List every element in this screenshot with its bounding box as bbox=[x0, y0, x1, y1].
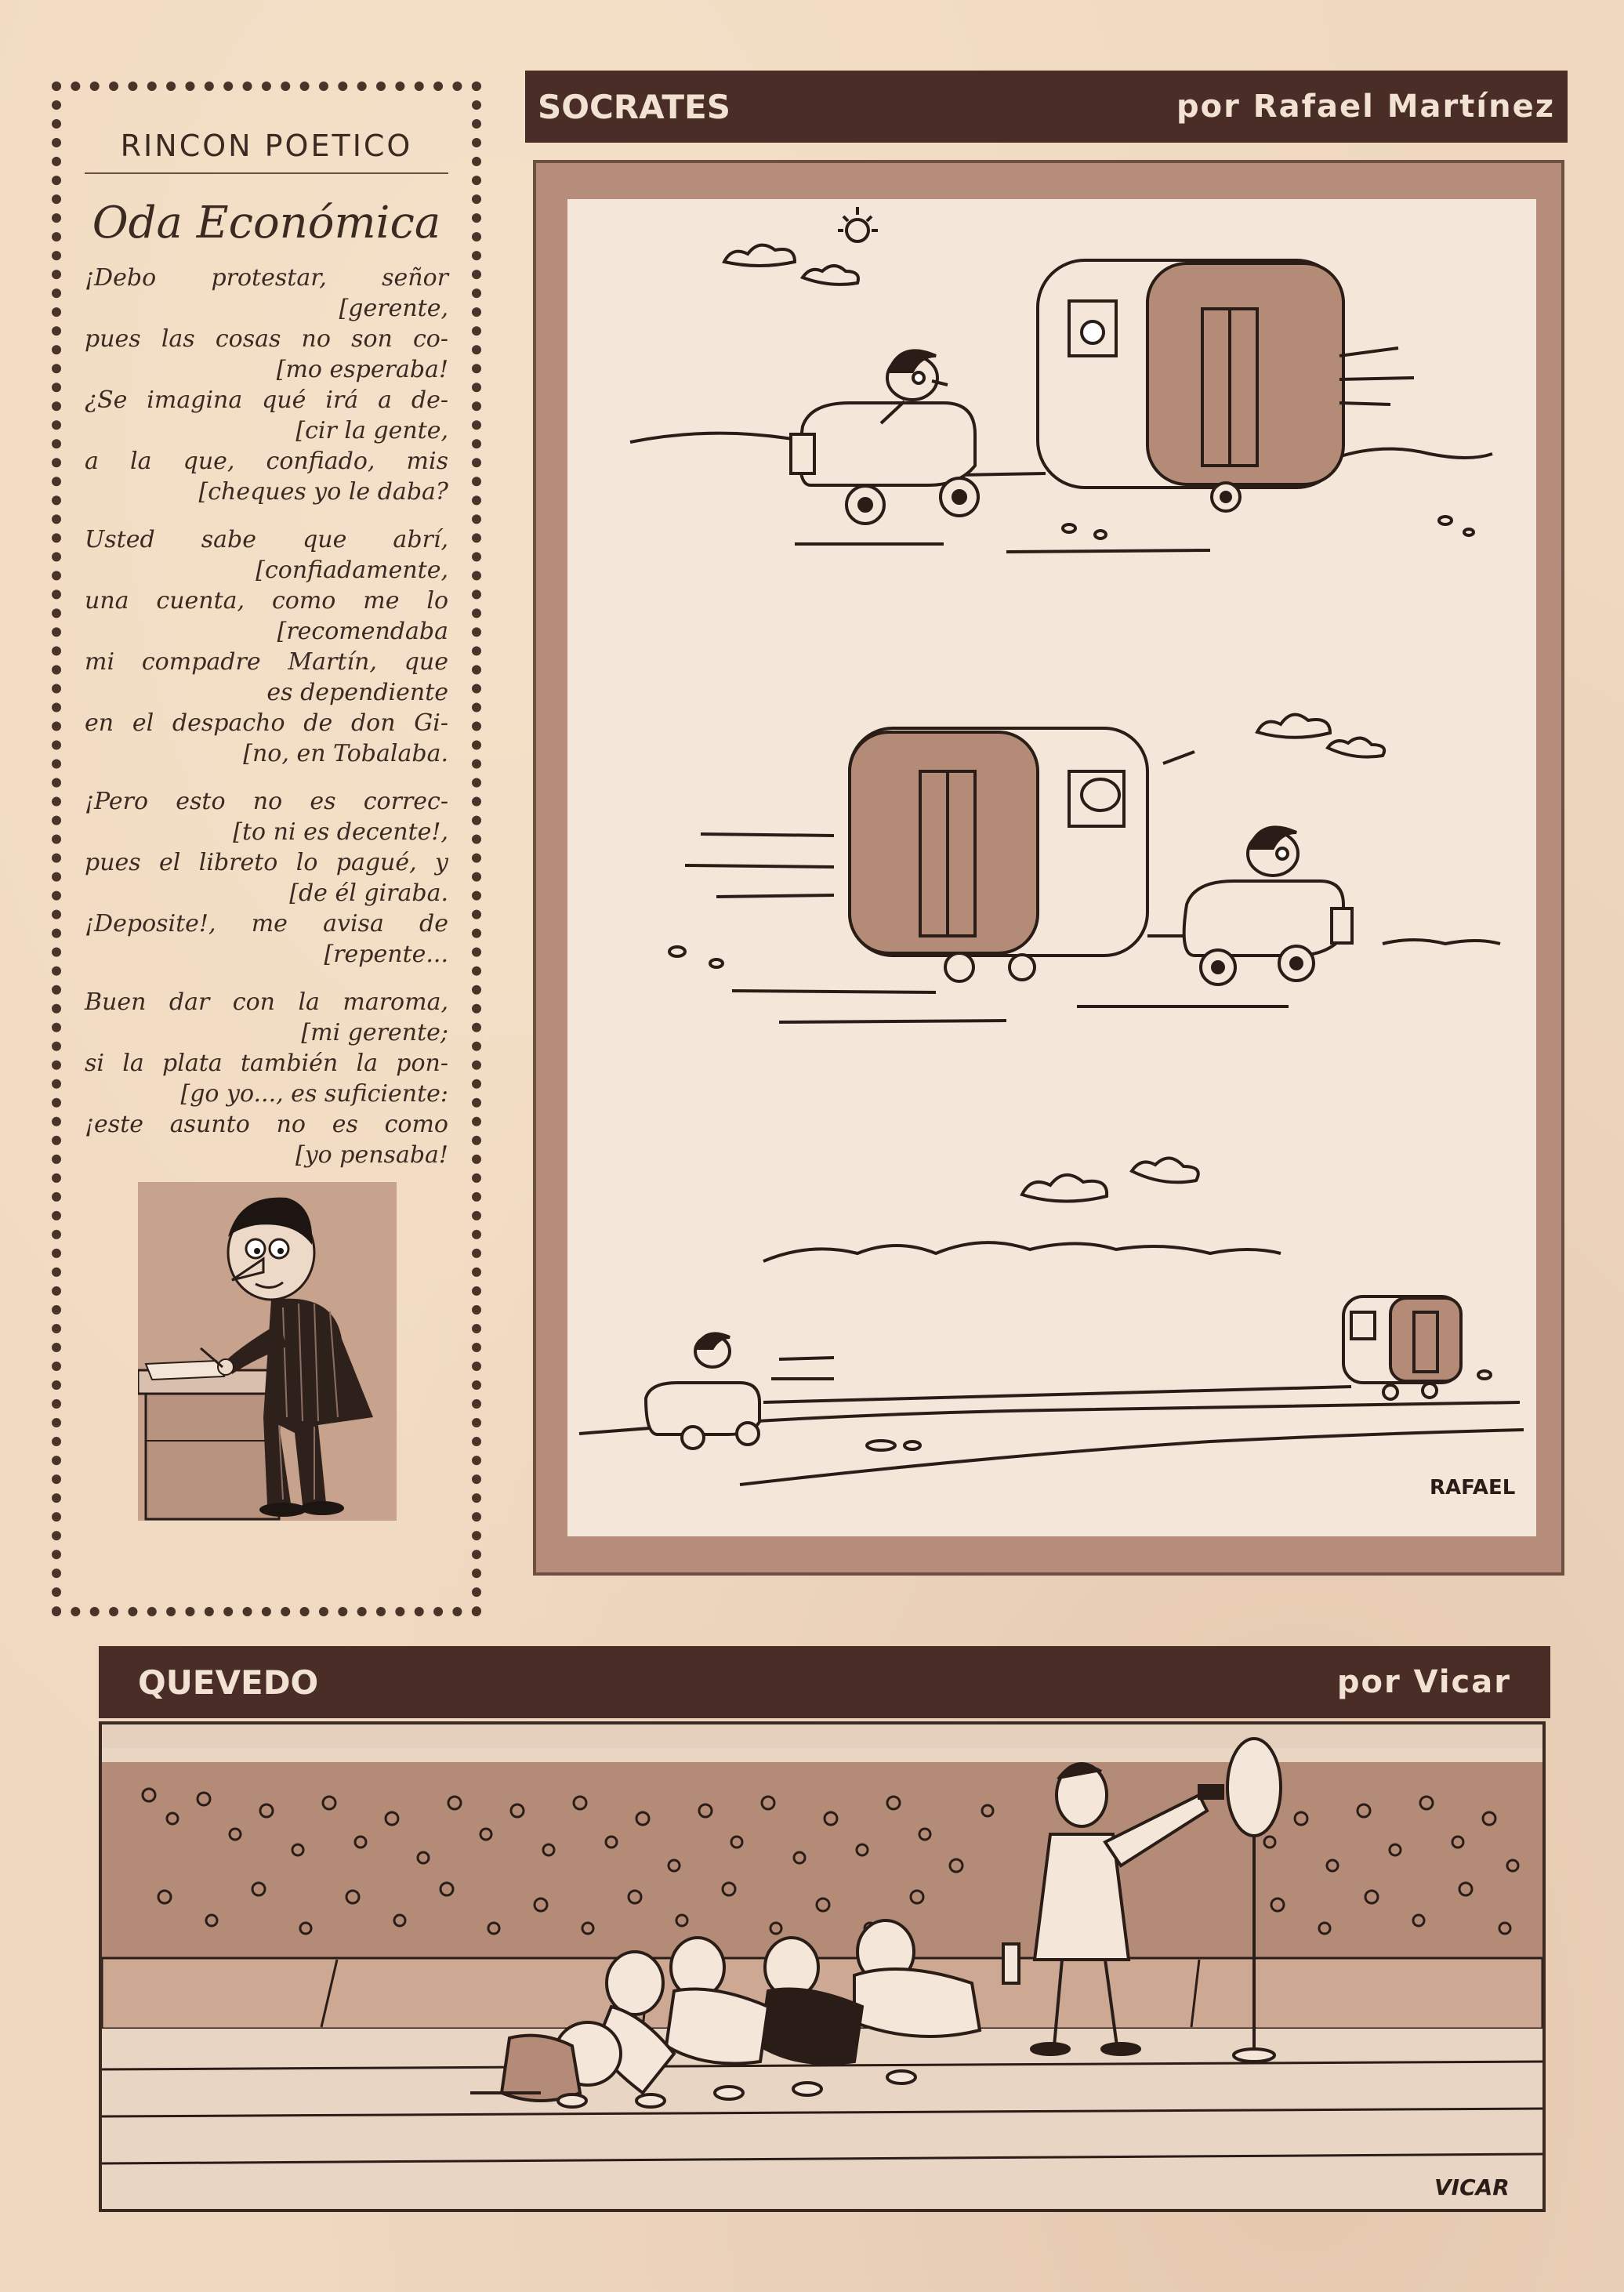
poem-line: si la plata también la pon- bbox=[85, 1050, 448, 1077]
poem-line: [repente... bbox=[324, 941, 448, 968]
quevedo-comic-panel bbox=[99, 1721, 1546, 2212]
poem-line: en el despacho de don Gi- bbox=[85, 709, 448, 737]
poem-line: ¡Debo protestar, señor bbox=[85, 264, 448, 292]
poem-title: Oda Económica bbox=[92, 198, 441, 248]
section-title: RINCON POETICO bbox=[85, 129, 448, 174]
poem-stanza bbox=[85, 524, 448, 769]
poem-line: [cheques yo le daba? bbox=[198, 478, 448, 506]
poem-line: mi compadre Martín, que bbox=[85, 648, 448, 676]
poem-line: pues el libreto lo pagué, y bbox=[85, 849, 448, 876]
quevedo-title: QUEVEDO bbox=[138, 1663, 319, 1702]
quevedo-header bbox=[99, 1646, 1550, 1718]
poem-line: es dependiente bbox=[266, 679, 448, 706]
poem-line: ¡este asunto no es como bbox=[85, 1111, 448, 1138]
poem-line: [mo esperaba! bbox=[276, 356, 448, 383]
poem-line: [gerente, bbox=[339, 295, 448, 322]
socrates-title: SOCRATES bbox=[538, 87, 730, 126]
poem-line: ¿Se imagina qué irá a de- bbox=[85, 386, 448, 414]
socrates-comic-panel bbox=[533, 160, 1564, 1576]
poem-line: una cuenta, como me lo bbox=[85, 587, 448, 615]
quevedo-byline: por Vicar bbox=[1336, 1664, 1511, 1700]
poem-line: [confiadamente, bbox=[256, 557, 448, 584]
poem-stanza bbox=[85, 987, 448, 1170]
poem-line: Usted sabe que abrí, bbox=[85, 526, 448, 553]
poem-line: [go yo..., es suficiente: bbox=[180, 1080, 448, 1108]
scene-2-caravan-overtaking-car bbox=[669, 715, 1500, 1022]
poem-stanzas bbox=[85, 263, 448, 1170]
scene-3-caravan-detached bbox=[579, 1158, 1524, 1485]
poem-line: pues las cosas no son co- bbox=[85, 325, 448, 353]
poem-line: [yo pensaba! bbox=[295, 1141, 448, 1169]
socrates-signature: RAFAEL bbox=[1430, 1476, 1516, 1500]
poem-line: [cir la gente, bbox=[295, 417, 448, 444]
poem-stanza bbox=[85, 786, 448, 970]
socrates-header bbox=[525, 71, 1568, 143]
stadium-crowd bbox=[102, 1762, 1542, 1958]
poem-line: [mi gerente; bbox=[301, 1019, 448, 1046]
scene-1-car-towing-caravan bbox=[630, 207, 1492, 552]
socrates-byline: por Rafael Martínez bbox=[1176, 89, 1555, 125]
socrates-panel-inner bbox=[567, 199, 1536, 1536]
poem-line: ¡Deposite!, me avisa de bbox=[85, 910, 448, 937]
poem-line: Buen dar con la maroma, bbox=[85, 988, 448, 1016]
poem-line: [recomendaba bbox=[277, 618, 448, 645]
poem-line: [to ni es decente!, bbox=[233, 818, 448, 846]
quevedo-signature: VICAR bbox=[1434, 2174, 1510, 2200]
poem-line: [no, en Tobalaba. bbox=[243, 740, 448, 767]
poet-portrait-illustration bbox=[138, 1182, 397, 1521]
poem-stanza bbox=[85, 263, 448, 507]
poem-line: [de él giraba. bbox=[289, 879, 448, 907]
poem-line: ¡Pero esto no es correc- bbox=[85, 788, 448, 815]
poem-line: a la que, confiado, mis bbox=[85, 448, 448, 475]
